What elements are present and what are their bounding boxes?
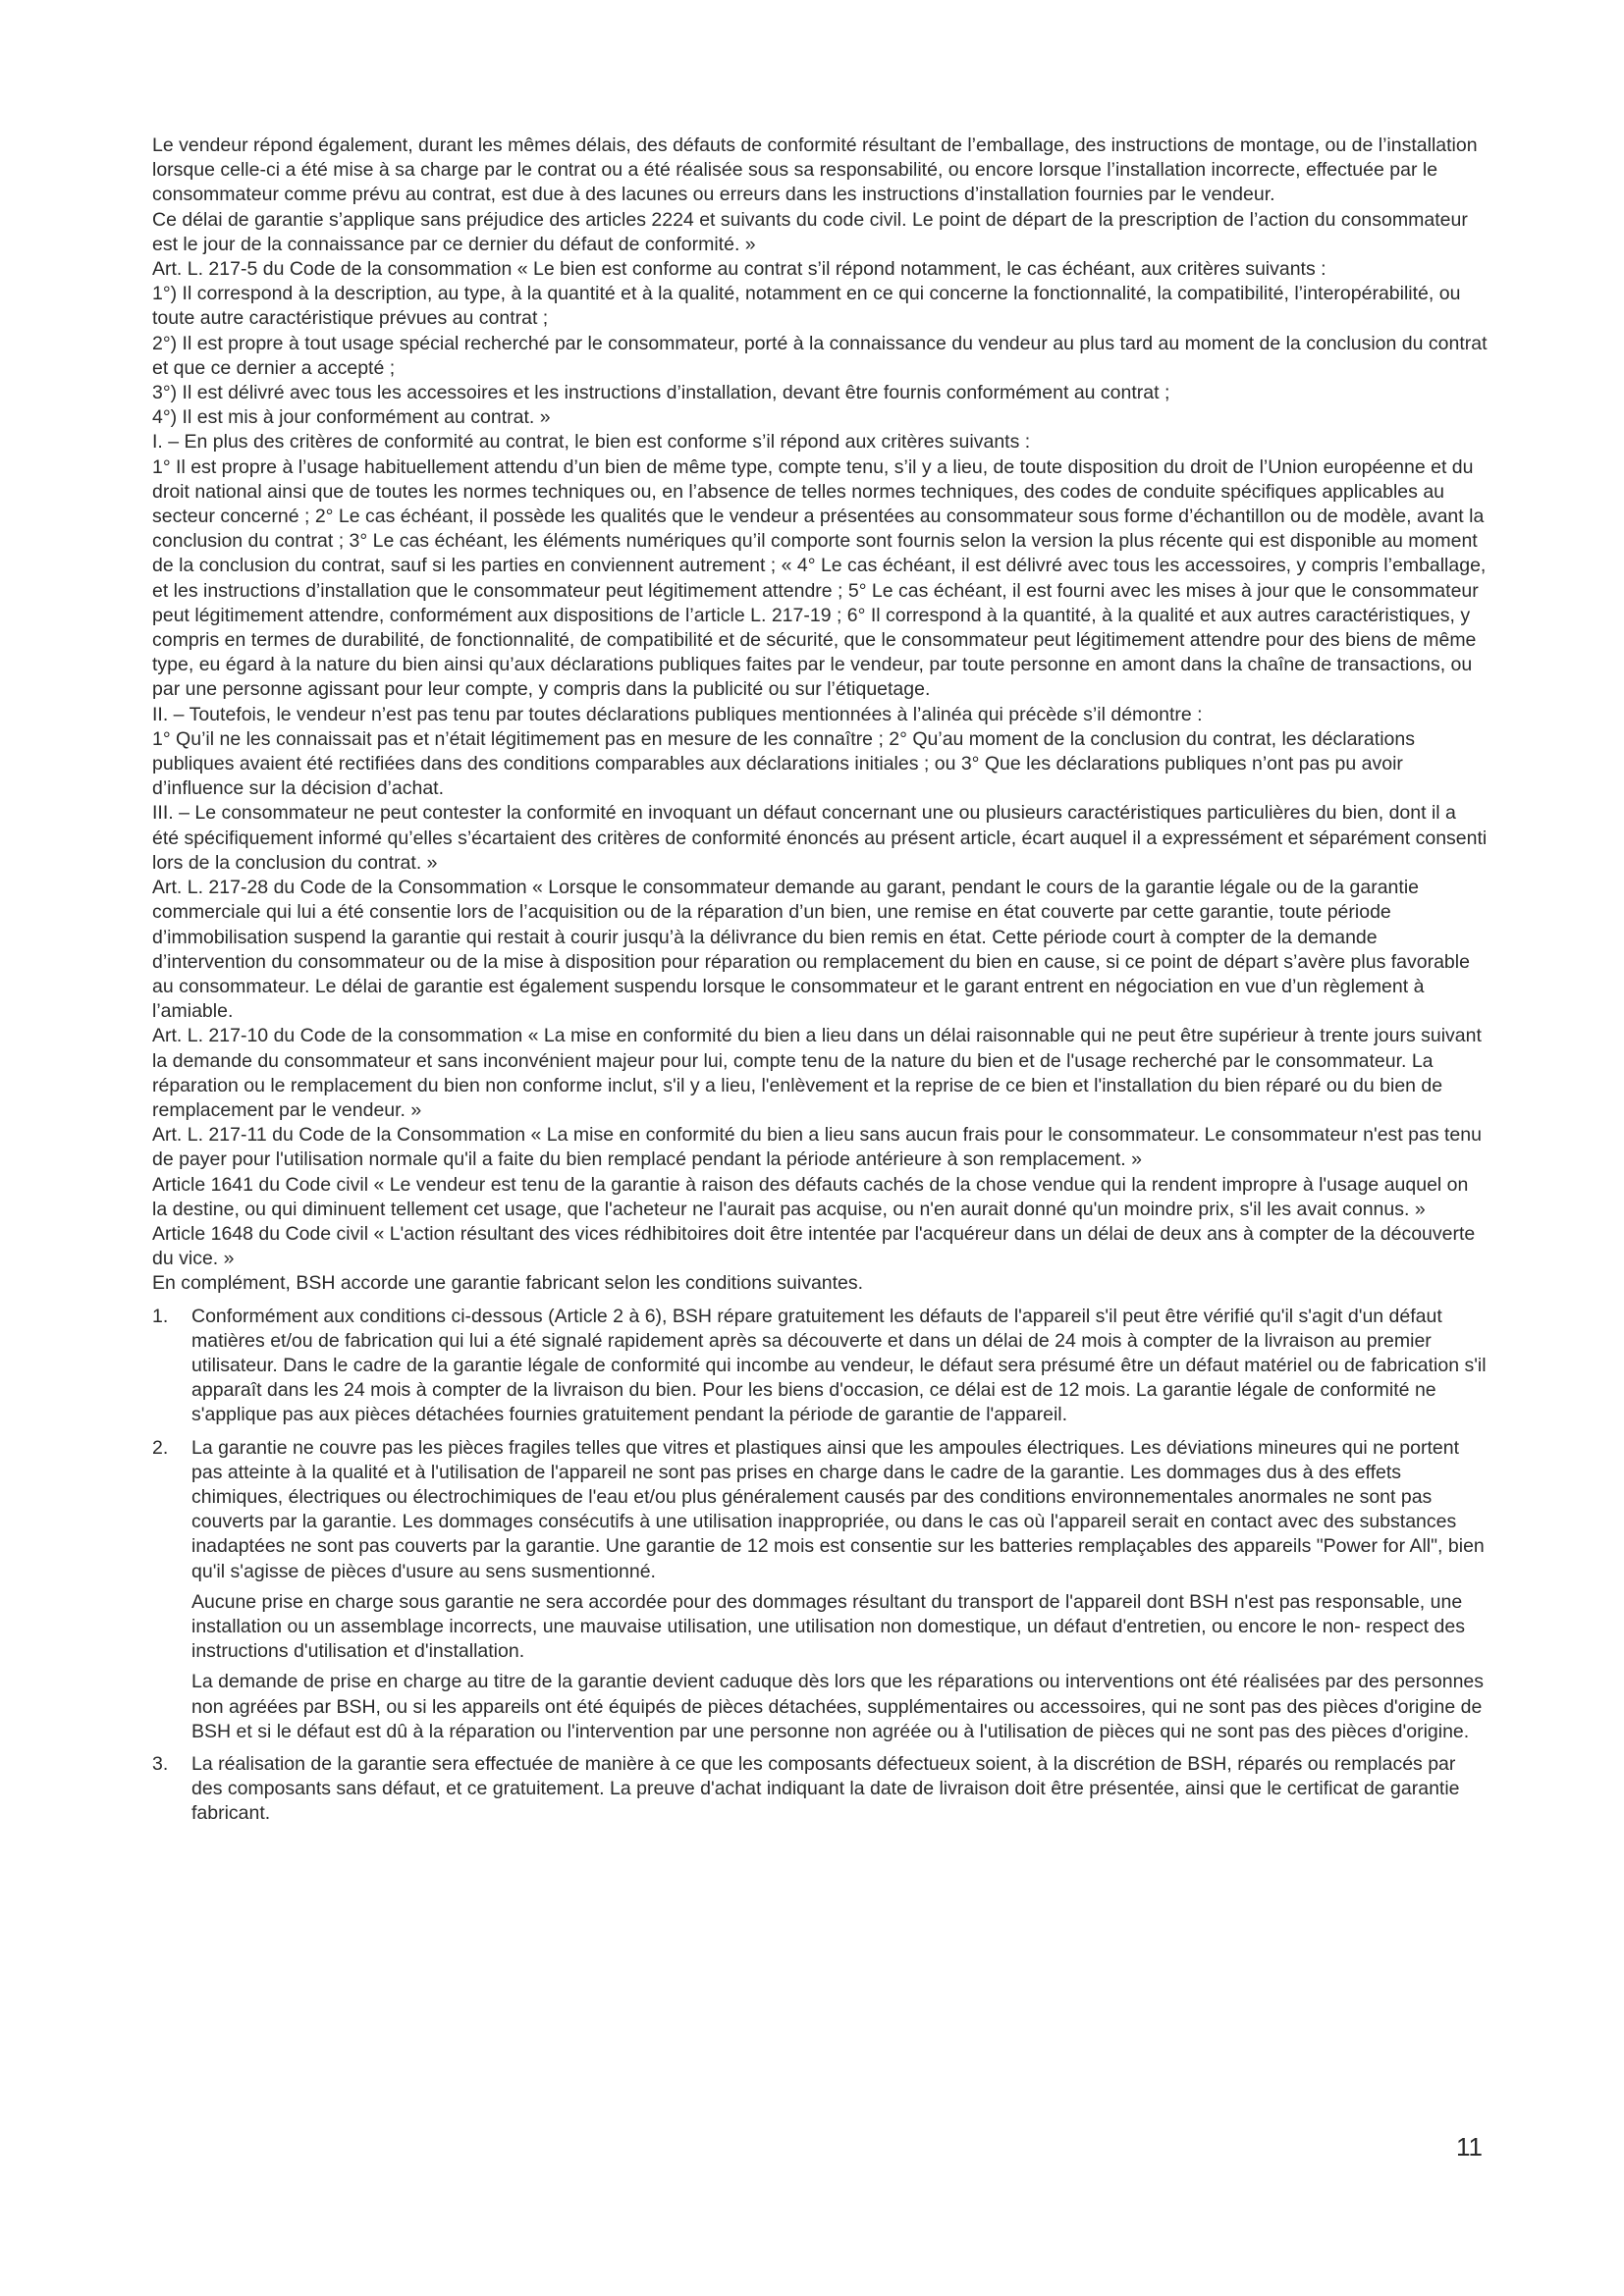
page-number: 11 [1456, 2132, 1483, 2162]
list-item [152, 1436, 1488, 1744]
list-item [152, 1752, 1488, 1827]
paragraph: En complément, BSH accorde une garantie fabricant selon les conditions suivantes. [152, 1272, 864, 1295]
paragraph: 3°) Il est délivré avec tous les accessoires et les instructions d’installation, devant être fournis conformément au contrat ; [152, 382, 1170, 404]
warranty-conditions-list [152, 1305, 1488, 1827]
list-item-number: 2. [152, 1436, 169, 1459]
list-item-text: La demande de prise en charge au titre de la garantie devient caduque dès lors que les réparations ou interventions ont été réalisées par des personnes non agréées par BSH, ou si les appareils ont été équipés de pièces détachées, supplémentaires ou accessoires, qui ne sont pas des pièces d'origine de BSH et si le défaut est dû à la réparation ou l'intervention par une personne non agréée ou à l'utilisation de pièces qui ne sont pas des pièces d'origine. [191, 1671, 1485, 1742]
paragraph: II. – Toutefois, le vendeur n’est pas tenu par toutes déclarations publiques mentionnées à l’alinéa qui précède s’il démontre : [152, 703, 1203, 725]
paragraph: Art. L. 217-28 du Code de la Consommation « Lorsque le consommateur demande au garant, pendant le cours de la garantie légale ou de la garantie commerciale qui lui a été consentie lors de l’acquisition ou de la réparation d’un bien, une remise en état couverte par cette garantie, toute période d’immobilisation suspend la garantie qui restait à courir jusqu’à la délivrance du bien remis en état. Cette période court à compter de la demande d’intervention du consommateur ou de la mise à disposition pour réparation ou remplacement du bien en cause, si ce point de départ s’avère plus favorable au consommateur. Le délai de garantie est également suspendu lorsque le consommateur et le garant entrent en négociation en vue d’un règlement à l’amiable. [152, 877, 1470, 1023]
paragraph: Art. L. 217-11 du Code de la Consommation « La mise en conformité du bien a lieu sans aucun frais pour le consommateur. Le consommateur n'est pas tenu de payer pour l'utilisation normale qu'il a faite du bien remplacé pendant la période antérieure à son remplacement. » [152, 1124, 1482, 1171]
paragraph: Art. L. 217-5 du Code de la consommation « Le bien est conforme au contrat s’il répond notamment, le cas échéant, aux critères suivants : [152, 258, 1326, 281]
paragraph: 1°) Il correspond à la description, au type, à la quantité et à la qualité, notamment en ce qui concerne la fonctionnalité, la compatibilité, l’interopérabilité, ou toute autre caractéristique prévues au contrat ; [152, 283, 1461, 330]
list-item-text: Aucune prise en charge sous garantie ne sera accordée pour des dommages résultant du transport de l'appareil dont BSH n'est pas responsable, une installation ou un assemblage incorrects, une mauvaise utilisation, une utilisation non domestique, un défaut d'entretien, ou encore le non- respect des instructions d'utilisation et d'installation. [191, 1590, 1465, 1663]
paragraph: 2°) Il est propre à tout usage spécial recherché par le consommateur, porté à la connaissance du vendeur au plus tard au moment de la conclusion du contrat et que ce dernier a accepté ; [152, 332, 1488, 379]
paragraph: Ce délai de garantie s’applique sans préjudice des articles 2224 et suivants du code civil. Le point de départ de la prescription de l’action du consommateur est le jour de la connaissance par ce dernier du défaut de conformité. » [152, 208, 1468, 255]
list-item-text: Conformément aux conditions ci-dessous (Article 2 à 6), BSH répare gratuitement les défauts de l'appareil s'il peut être vérifié qu'il s'agit d'un défaut matières et/ou de fabrication qui lui a été signalé rapidement après sa découverte et dans un délai de 24 mois à compter de la livraison au premier utilisateur. Dans le cadre de la garantie légale de conformité qui incombe au vendeur, le défaut sera présumé être un défaut matériel ou de fabrication s'il apparaît dans les 24 mois à compter de la livraison du bien. Pour les biens d'occasion, ce délai est de 12 mois. La garantie légale de conformité ne s'applique pas aux pièces détachées fournies gratuitement pendant la période de garantie de l'appareil. [191, 1305, 1487, 1426]
paragraph: Article 1641 du Code civil « Le vendeur est tenu de la garantie à raison des défauts cachés de la chose vendue qui la rendent impropre à l'usage auquel on la destine, ou qui diminuent tellement cet usage, que l'acheteur ne l'aurait pas acquise, ou n'en aurait donné qu'un moindre prix, s'il les avait connus. » [152, 1173, 1469, 1220]
list-item-text: La réalisation de la garantie sera effectuée de manière à ce que les composants défectueux soient, à la discrétion de BSH, réparés ou remplacés par des composants sans défaut, et ce gratuitement. La preuve d'achat indiquant la date de livraison doit être présentée, ainsi que le certificat de garantie fabricant. [191, 1753, 1460, 1825]
paragraph: 4°) Il est mis à jour conformément au contrat. » [152, 406, 551, 429]
list-item [152, 1305, 1488, 1428]
list-item-text: La garantie ne couvre pas les pièces fragiles telles que vitres et plastiques ainsi que les ampoules électriques. Les déviations mineures qui ne portent pas atteinte à la qualité et à l'utilisation de l'appareil ne sont pas prises en charge dans le cadre de la garantie. Les dommages dus à des effets chimiques, électriques ou électrochimiques de l'eau et/ou plus généralement causés par des conditions environnementales anormales ne sont pas couverts par la garantie. Les dommages consécutifs à une utilisation inappropriée, ou dans le cas où l'appareil serait en contact avec des substances inadaptées ne sont pas couverts par la garantie. Une garantie de 12 mois est consentie sur les batteries remplaçables des appareils "Power for All", bien qu'il s'agisse de pièces d'usure au sens susmentionné. [191, 1436, 1485, 1582]
paragraph: 1° Il est propre à l’usage habituellement attendu d’un bien de même type, compte tenu, s’il y a lieu, de toute disposition du droit de l’Union européenne et du droit national ainsi que de toutes les normes techniques ou, en l’absence de telles normes techniques, des codes de conduite spécifiques applicables au secteur concerné ; 2° Le cas échéant, il possède les qualités que le vendeur a présentées au consommateur sous forme d’échantillon ou de modèle, avant la conclusion du contrat ; 3° Le cas échéant, les éléments numériques qu’il comporte sont fournis selon la version la plus récente qui est disponible au moment de la conclusion du contrat, sauf si les parties en conviennent autrement ; « 4° Le cas échéant, il est délivré avec tous les accessoires, y compris l’emballage, et les instructions d’installation que le consommateur peut légitimement attendre ; 5° Le cas échéant, il est fourni avec les mises à jour que le consommateur peut légitimement attendre, conformément aux dispositions de l’article L. 217-19 ; 6° Il correspond à la quantité, à la qualité et aux autres caractéristiques, y compris en termes de durabilité, de fonctionnalité, de compatibilité et de sécurité, que le consommateur peut légitimement attendre pour des biens de même type, eu égard à la nature du bien ainsi qu’aux déclarations publiques faites par le vendeur, par toute personne en amont dans la chaîne de transactions, ou par une personne agissant pour leur compte, y compris dans la publicité ou sur l’étiquetage. [152, 455, 1487, 701]
paragraph: Art. L. 217-10 du Code de la consommation « La mise en conformité du bien a lieu dans un délai raisonnable qui ne peut être supérieur à trente jours suivant la demande du consommateur et sans inconvénient majeur pour lui, compte tenu de la nature du bien et de l'usage recherché par le consommateur. La réparation ou le remplacement du bien non conforme inclut, s'il y a lieu, l'enlèvement et la reprise de ce bien et l'installation du bien réparé ou du bien de remplacement par le vendeur. » [152, 1025, 1482, 1121]
paragraph: Le vendeur répond également, durant les mêmes délais, des défauts de conformité résultant de l’emballage, des instructions de montage, ou de l’installation lorsque celle-ci a été mise à sa charge par le contrat ou a été réalisée sous sa responsabilité, ou encore lorsque l’installation incorrecte, effectuée par le consommateur comme prévu au contrat, est due à des lacunes ou erreurs dans les instructions d’installation fournies par le vendeur. [152, 134, 1478, 206]
paragraph: Article 1648 du Code civil « L'action résultant des vices rédhibitoires doit être intentée par l'acquéreur dans un délai de deux ans à compter de la découverte du vice. » [152, 1222, 1476, 1270]
document-body [152, 133, 1488, 1835]
list-item-number: 1. [152, 1305, 169, 1327]
paragraph: III. – Le consommateur ne peut contester la conformité en invoquant un défaut concernant une ou plusieurs caractéristiques particulières du bien, dont il a été spécifiquement informé qu’elles s’écartaient des critères de conformité énoncés au présent article, écart auquel il a expressément et séparément consenti lors de la conclusion du contrat. » [152, 802, 1488, 874]
paragraph: 1° Qu’il ne les connaissait pas et n’était légitimement pas en mesure de les connaître ; 2° Qu’au moment de la conclusion du contrat, les déclarations publiques avaient été rectifiées dans des conditions comparables aux déclarations initiales ; ou 3° Que les déclarations publiques n’ont pas pu avoir d’influence sur la décision d’achat. [152, 727, 1415, 800]
paragraph: I. – En plus des critères de conformité au contrat, le bien est conforme s’il répond aux critères suivants : [152, 431, 1031, 454]
list-item-number: 3. [152, 1753, 169, 1775]
